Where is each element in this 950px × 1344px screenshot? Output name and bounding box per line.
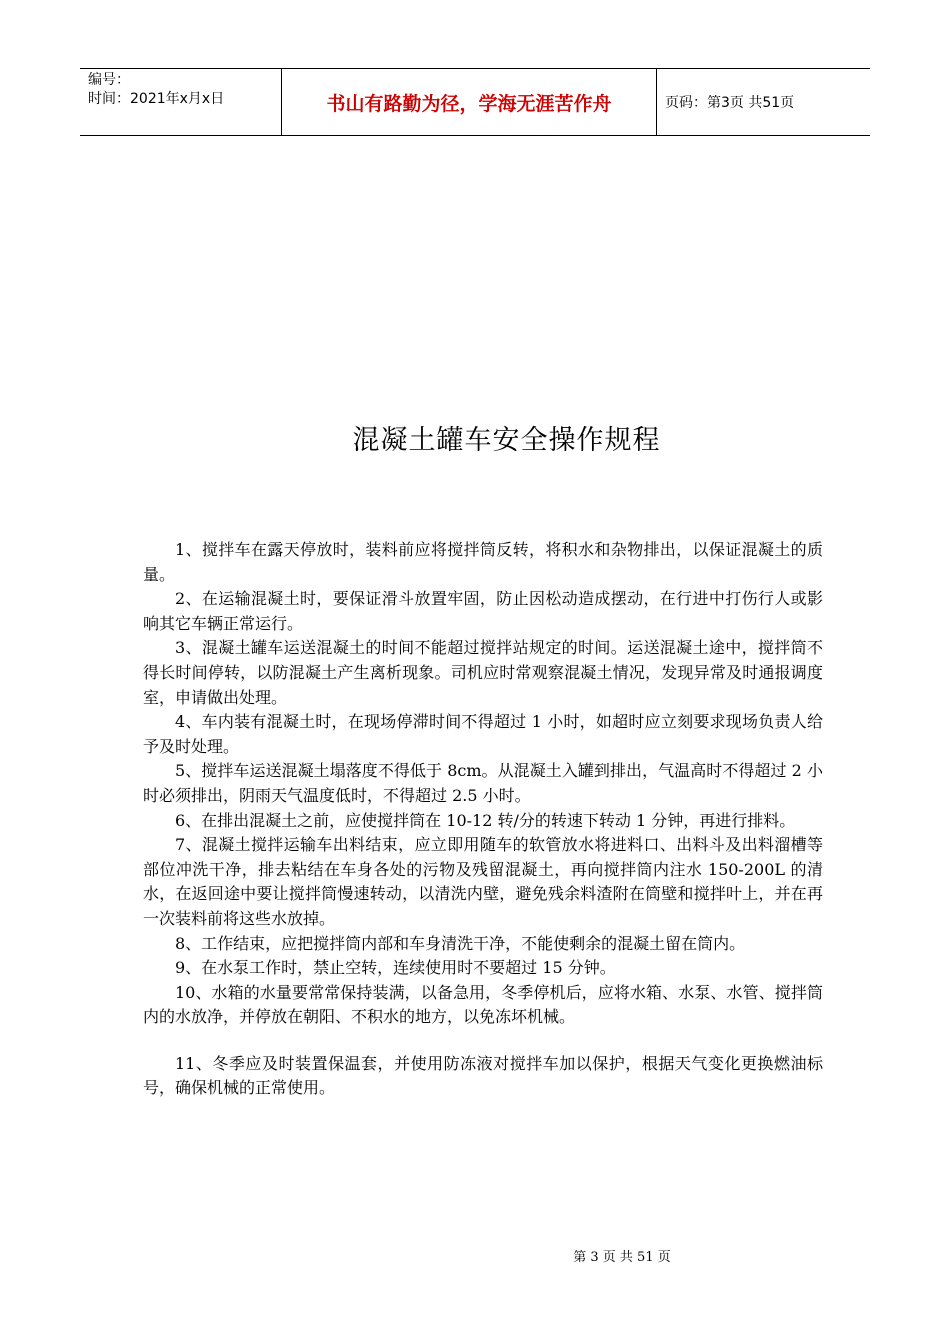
paragraph-6: 6、在排出混凝土之前，应使搅拌筒在 10-12 转/分的转速下转动 1 分钟，再进行排料。 bbox=[175, 810, 796, 830]
page-header bbox=[80, 68, 870, 136]
paragraph-8: 8、工作结束，应把搅拌筒内部和车身清洗干净，不能使剩余的混凝土留在筒内。 bbox=[175, 933, 746, 953]
document-title: 混凝土罐车安全操作规程 bbox=[352, 425, 661, 456]
paragraph-10: 10、水箱的水量要常常保持装满，以备急用，冬季停机后，应将水箱、水泵、水管、搅拌筒内的水放净，并停放在朝阳、不积水的地方，以免冻坏机械。 bbox=[143, 982, 823, 1027]
paragraph-9: 9、在水泵工作时，禁止空转，连续使用时不要超过 15 分钟。 bbox=[175, 958, 616, 978]
paragraph-1: 1、搅拌车在露天停放时，装料前应将搅拌筒反转，将积水和杂物排出，以保证混凝土的质量。 bbox=[143, 540, 823, 584]
header-page-info: 页码：第3页 共51页 bbox=[665, 95, 795, 111]
header-meta bbox=[80, 69, 282, 135]
header-date-label: 时间：2021年x月x日 bbox=[88, 91, 225, 107]
paragraph-5: 5、搅拌车运送混凝土塌落度不得低于 8cm。从混凝土入罐到排出，气温高时不得超过 2 小时必须排出，阴雨天气温度低时，不得超过 2.5 小时。 bbox=[143, 761, 823, 805]
page-footer: 第 3 页 共 51 页 bbox=[573, 1250, 671, 1265]
paragraph-3: 3、混凝土罐车运送混凝土的时间不能超过搅拌站规定的时间。运送混凝土途中，搅拌筒不得长时间停转，以防混凝土产生离析现象。司机应时常观察混凝土情况，发现异常及时通报调度室，申请做出处理。 bbox=[143, 638, 823, 707]
header-motto: 书山有路勤为径，学海无涯苦作舟 bbox=[282, 69, 657, 135]
paragraph-4: 4、车内装有混凝土时，在现场停滞时间不得超过 1 小时，如超时应立刻要求现场负责人给予及时处理。 bbox=[143, 712, 823, 756]
header-code-label: 编号： bbox=[88, 72, 130, 88]
paragraph-2: 2、在运输混凝土时，要保证滑斗放置牢固，防止因松动造成摆动，在行进中打伤行人或影响其它车辆正常运行。 bbox=[143, 589, 823, 633]
paragraph-7: 7、混凝土搅拌运输车出料结束，应立即用随车的软管放水将进料口、出料斗及出料溜槽等部位冲洗干净，排去粘结在车身各处的污物及残留混凝土，再向搅拌筒内注水 150-200L 的清水，在返回途中要让搅拌筒慢速转动，以清洗内壁，避免残余料渣附在筒壁和搅拌叶上，并在再一次装料前将这些水放掉。 bbox=[143, 835, 823, 928]
paragraph-11: 11、冬季应及时装置保温套，并使用防冻液对搅拌车加以保护，根据天气变化更换燃油标号，确保机械的正常使用。 bbox=[143, 1053, 823, 1098]
document-body bbox=[143, 538, 823, 1101]
